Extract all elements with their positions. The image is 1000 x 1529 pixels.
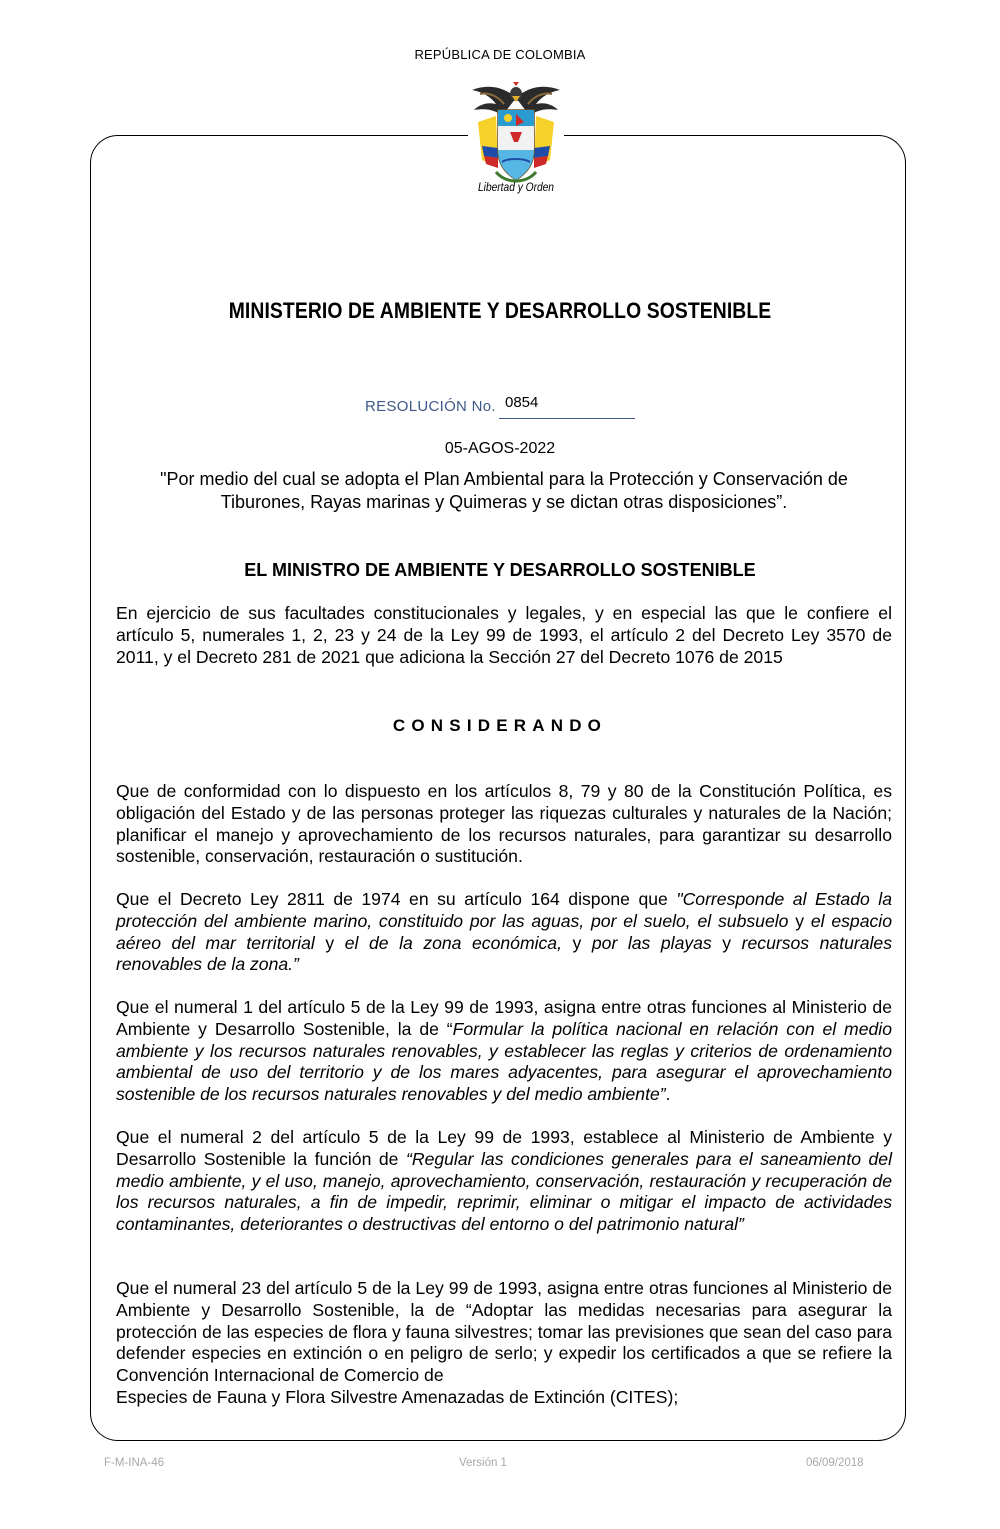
epigraph-line-2: Tiburones, Rayas marinas y Quimeras y se dictan otras disposiciones”. [220,492,788,512]
preamble-paragraph: En ejercicio de sus facultades constitucionales y legales, y en especial las que le confiere el artículo 5, numerales 1, 2, 23 y 24 de la Ley 99 de 1993, el artículo 2 del Decreto Ley 3570 de 2011, y el Decreto 281 de 2021 que adiciona la Sección 27 del Decreto 1076 de 2015 [116,603,892,667]
resolution-number-field [365,394,640,415]
p3-quote-b: Formular la política nacional en relación con el medio ambiente y los recursos naturales renovables, y establecer las reglas y criterios de ordenamiento ambiental de uso del territorio y de los mares adyacentes, para asegurar el aprovechamiento sostenible de los recursos naturales renovables y del medio ambiente” [116,1018,892,1105]
resolution-label: RESOLUCIÓN No. [365,398,496,415]
p2-quote-d: el espacio aéreo del mar territorial [116,910,892,953]
resolution-number: 0854 [505,394,539,411]
considering-paragraph-1: Que de conformidad con lo dispuesto en los artículos 8, 79 y 80 de la Constitución Política, es obligación del Estado y de las personas proteger las riquezas culturales y naturales de la Nación; planificar el manejo y aprovechamiento de los recursos naturales, para garantizar su desarrollo sostenible, conservación, restauración o sustitución. [116,781,892,867]
resolution-date: 05-AGOS-2022 [444,440,556,457]
resolution-underline [499,418,635,419]
country-header: REPÚBLICA DE COLOMBIA [414,47,586,62]
p3-text-a: Que el numeral 1 del artículo 5 de la Ley 99 de 1993, asigna entre otras funciones al Ministerio de Ambiente y Desarrollo Sostenible, la de “ [116,997,892,1039]
issuer-heading: EL MINISTRO DE AMBIENTE Y DESARROLLO SOSTENIBLE [244,560,756,580]
p2-quote-b: "Corresponde al Estado la protección del ambiente marino, constituido por las aguas, por el suelo, el subsuelo [116,889,892,931]
p2-text-a: Que el Decreto Ley 2811 de 1974 en su artículo 164 dispone que [116,889,677,909]
considering-paragraph-5-last-line: Especies de Fauna y Flora Silvestre Amenazadas de Extinción (CITES); [116,1387,679,1407]
footer-version: Versión 1 [459,1457,507,1469]
considering-paragraph-3 [116,997,892,1106]
footer-date: 06/09/2018 [806,1457,864,1469]
p4-quote-b: “Regular las condiciones generales para el saneamiento del medio ambiente, y el uso, manejo, aprovechamiento, conservación, restauración y recuperación de los recursos naturales, a fin de impedir, reprimir, eliminar o mitigar el impacto de actividades contaminantes, deteriorantes o destructivas del entorno o del patrimonio natural” [116,1148,892,1235]
p2-text-i: y [711,932,742,953]
p3-text-c: . [665,1084,671,1105]
p2-text-g: y [561,932,592,953]
considering-paragraph-2 [116,889,892,976]
p2-quote-f: el de la zona económica, [344,932,562,953]
coat-of-arms-motto: Libertad y Orden [478,180,554,194]
epigraph-line-1: "Por medio del cual se adopta el Plan Ambiental para la Protección y Conservación de [160,469,848,489]
considering-paragraph-5: Que el numeral 23 del artículo 5 de la Ley 99 de 1993, asigna entre otras funciones al Ministerio de Ambiente y Desarrollo Sostenible, la de “Adoptar las medidas necesarias para asegurar la protección de las especies de flora y fauna silvestres; tomar las previsiones que sean del caso para defender especies en extinción o en peligro de serlo; y expedir los certificados a que se refiere la Convención Internacional de Comercio de [116,1278,892,1386]
p2-text-c: y [788,910,811,931]
p4-text-a: Que el numeral 2 del artículo 5 de la Ley 99 de 1993, establece al Ministerio de Ambiente y Desarrollo Sostenible la función de [116,1127,892,1169]
p2-quote-j: recursos naturales renovables de la zona.” [116,932,893,975]
p2-quote-h: por las playas [591,932,712,953]
ministry-title: MINISTERIO DE AMBIENTE Y DESARROLLO SOSTENIBLE [228,298,772,323]
p2-text-e: y [314,932,345,953]
considering-paragraph-4 [116,1127,892,1236]
resolution-epigraph [116,468,892,514]
footer-form-code: F-M-INA-46 [104,1457,165,1469]
considerando-heading: CONSIDERANDO [392,716,608,735]
